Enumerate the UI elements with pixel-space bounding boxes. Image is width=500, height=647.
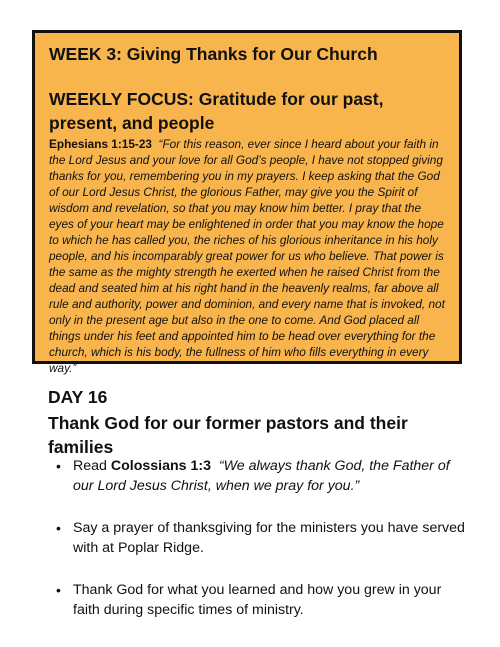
task-prefix: Read [73, 458, 111, 474]
day-title: Thank God for our former pastors and their families [48, 413, 408, 457]
task-scripture-quote: “We always thank God, the Father of our Lord Jesus Christ, when we pray for you.” [73, 458, 450, 494]
bullet-icon: • [56, 520, 61, 536]
scripture-quote: “For this reason, ever since I heard about your faith in the Lord Jesus and your love for all God’s people, I have not stopped giving thanks for you, remembering you in my prayers. I keep asking that the God of our Lord Jesus Christ, the glorious Father, may give you the Spirit of wisdom and revelation, so that you may know him better. I pray that the eyes of your heart may be enlightened in order that you may know the hope to which he has called you, the riches of his glorious inheritance in his holy people, and his incomparably great power for us who believe. That power is the same as the mighty strength he exerted when he raised Christ from the dead and seated him at his right hand in the heavenly realms, far above all rule and authority, power and dominion, and every name that is invoked, not only in the present age but also in the one to come. And God placed all things under his feet and appointed him to be head over everything for the church, which is his body, the fullness of him who fills everything in every way.” [49, 137, 445, 375]
weekly-focus-heading: WEEKLY FOCUS: Gratitude for our past, present, and people [49, 89, 384, 133]
task-scripture-reference: Colossians 1:3 [110, 458, 211, 474]
list-item-thank-god [56, 580, 466, 620]
bullet-icon: • [56, 582, 61, 598]
scripture-reference: Ephesians 1:15-23 [49, 137, 152, 151]
task-list [56, 456, 466, 642]
list-item-prayer-ministers [56, 518, 466, 558]
scripture-passage [49, 136, 447, 376]
list-item-read-colossians [56, 456, 466, 496]
weekly-focus-box [32, 30, 462, 375]
task-text: Say a prayer of thanksgiving for the ministers you have served with at Poplar Ridge. [73, 520, 465, 556]
bullet-icon: • [56, 458, 61, 474]
day-label: DAY 16 [48, 387, 108, 407]
week-title: WEEK 3: Giving Thanks for Our Church [49, 44, 378, 64]
day-section [48, 385, 468, 459]
task-text: Thank God for what you learned and how you grew in your faith during specific times of ministry. [73, 582, 442, 618]
